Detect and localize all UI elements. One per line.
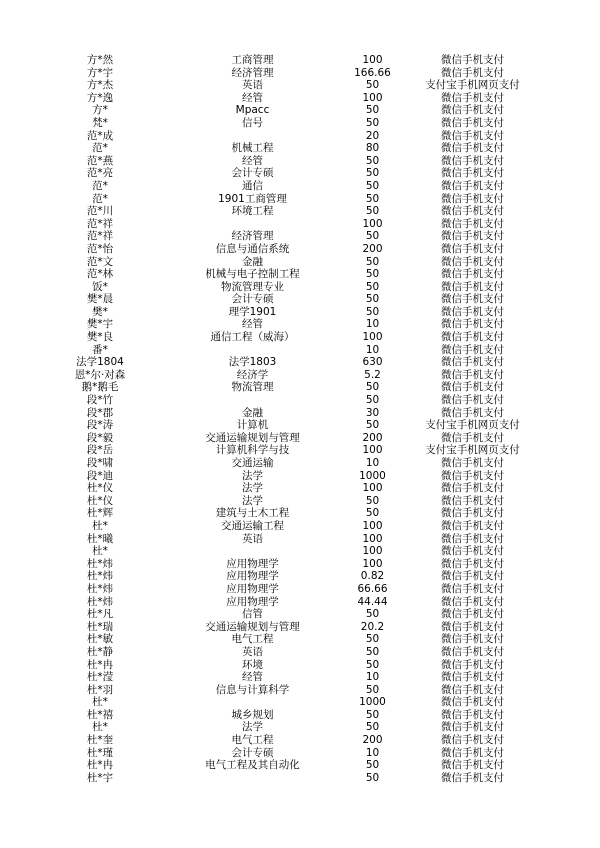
major-cell: 会计专硕 — [231, 167, 274, 180]
payment-method-cell: 微信手机支付 — [441, 394, 504, 407]
major-cell: 金融 — [242, 255, 263, 268]
table-row — [45, 759, 504, 772]
table-row — [45, 79, 520, 92]
payment-method-cell: 微信手机支付 — [441, 356, 504, 369]
donor-name-cell: 杜*奎 — [86, 734, 114, 747]
donor-name-cell: 范* — [92, 192, 108, 205]
payment-method-cell: 微信手机支付 — [441, 545, 504, 558]
table-row — [45, 217, 504, 231]
amount-cell: 80 — [365, 142, 380, 155]
amount-cell: 50 — [365, 683, 380, 696]
major-cell: 经济管理 — [231, 230, 274, 243]
major-cell: 理学1901 — [228, 305, 277, 318]
table-row — [45, 494, 504, 508]
donor-name-cell: 范* — [92, 179, 108, 192]
payment-method-cell: 微信手机支付 — [441, 54, 504, 66]
table-row — [45, 104, 504, 117]
table-row — [45, 179, 504, 193]
table-row — [45, 469, 504, 483]
donor-name-cell: 杜*曦 — [86, 532, 114, 545]
donor-name-cell: 范*成 — [86, 129, 114, 142]
table-row — [45, 331, 504, 344]
table-row — [45, 507, 504, 520]
donor-name-cell: 杜*炜 — [86, 570, 114, 583]
donor-name-cell: 梵* — [92, 116, 108, 129]
major-cell: 工商管理 — [231, 54, 274, 66]
table-row — [45, 444, 520, 457]
payment-method-cell: 微信手机支付 — [441, 343, 504, 356]
table-row — [45, 482, 504, 495]
table-row — [45, 406, 504, 420]
payment-method-cell: 微信手机支付 — [441, 696, 504, 709]
major-cell: 信息与通信系统 — [215, 242, 290, 255]
table-row — [45, 519, 504, 533]
amount-cell: 50 — [365, 280, 380, 293]
table-row — [45, 116, 504, 130]
amount-cell: 5.2 — [364, 368, 381, 381]
payment-method-cell: 微信手机支付 — [441, 381, 504, 394]
table-row — [45, 154, 504, 168]
amount-cell: 20 — [365, 129, 380, 142]
major-cell: 经济学 — [236, 368, 269, 381]
payment-method-cell: 微信手机支付 — [441, 368, 504, 381]
table-row — [45, 457, 504, 470]
table-row — [45, 205, 504, 218]
payment-method-cell: 微信手机支付 — [441, 230, 504, 243]
payment-method-cell: 微信手机支付 — [441, 268, 504, 281]
table-row — [45, 771, 504, 785]
amount-cell: 50 — [365, 230, 380, 243]
amount-cell: 50 — [365, 192, 380, 205]
amount-cell: 50 — [365, 167, 380, 180]
amount-cell: 50 — [365, 79, 380, 92]
amount-cell: 50 — [365, 305, 380, 318]
amount-cell: 10 — [365, 457, 380, 469]
major-cell: 经管 — [242, 154, 263, 167]
amount-cell: 200 — [362, 242, 383, 255]
donation-table — [45, 54, 520, 784]
major-cell: 计算机 — [236, 419, 269, 432]
major-cell: 经管 — [242, 91, 263, 104]
major-cell: 经管 — [242, 671, 263, 684]
table-row — [45, 230, 504, 243]
table-row — [45, 91, 504, 105]
table-row — [45, 242, 504, 256]
donor-name-cell: 段*毅 — [86, 431, 114, 444]
amount-cell: 50 — [365, 205, 380, 218]
table-row — [45, 734, 504, 747]
donor-name-cell: 杜*仪 — [86, 494, 114, 507]
payment-method-cell: 微信手机支付 — [441, 469, 504, 482]
donor-name-cell: 恩*尔·对森 — [74, 368, 126, 381]
payment-method-cell: 微信手机支付 — [441, 457, 504, 469]
major-cell: 电气工程及其自动化 — [205, 759, 300, 772]
payment-method-cell: 微信手机支付 — [441, 142, 504, 155]
major-cell: 建筑与土木工程 — [215, 507, 290, 520]
amount-cell: 66.66 — [357, 582, 388, 595]
major-cell: 应用物理学 — [226, 595, 279, 608]
amount-cell: 50 — [365, 708, 380, 721]
table-row — [45, 570, 504, 583]
table-row — [45, 356, 504, 369]
amount-cell: 1000 — [359, 696, 386, 709]
amount-cell: 50 — [365, 293, 380, 306]
payment-method-cell: 微信手机支付 — [441, 620, 504, 633]
donor-name-cell: 方*杰 — [86, 79, 114, 92]
major-cell: 物流管理专业 — [221, 280, 284, 293]
amount-cell: 50 — [365, 507, 380, 520]
amount-cell: 50 — [365, 645, 380, 658]
table-row — [45, 192, 504, 206]
donor-name-cell: 杜*冉 — [86, 658, 114, 671]
payment-method-cell: 微信手机支付 — [441, 116, 504, 129]
major-cell: Mpacc — [235, 104, 270, 117]
payment-method-cell: 微信手机支付 — [441, 91, 504, 104]
table-row — [45, 280, 504, 294]
donor-name-cell: 饭* — [92, 280, 108, 293]
donor-name-cell: 杜*羽 — [86, 683, 114, 696]
amount-cell: 166.66 — [354, 66, 391, 79]
payment-method-cell: 微信手机支付 — [441, 179, 504, 192]
major-cell: 信息与计算科学 — [215, 683, 290, 696]
table-row — [45, 658, 504, 672]
table-row — [45, 557, 504, 571]
payment-method-cell: 微信手机支付 — [441, 255, 504, 268]
amount-cell: 50 — [365, 154, 380, 167]
payment-method-cell: 微信手机支付 — [441, 154, 504, 167]
payment-method-cell: 微信手机支付 — [441, 305, 504, 318]
table-row — [45, 683, 504, 697]
donor-name-cell: 杜*仪 — [86, 482, 114, 495]
major-cell: 电气工程 — [231, 633, 274, 646]
payment-method-cell: 支付宝手机网页支付 — [425, 79, 520, 92]
donor-name-cell: 段*啸 — [86, 457, 114, 469]
amount-cell: 100 — [362, 444, 383, 457]
payment-method-cell: 微信手机支付 — [441, 519, 504, 532]
table-row — [45, 633, 504, 646]
table-row — [45, 368, 504, 382]
amount-cell: 50 — [365, 394, 380, 407]
major-cell: 交通运输规划与管理 — [205, 620, 300, 633]
major-cell: 金融 — [242, 406, 263, 419]
payment-method-cell: 微信手机支付 — [441, 557, 504, 570]
amount-cell: 10 — [365, 318, 380, 331]
donor-name-cell: 杜*炜 — [86, 557, 114, 570]
amount-cell: 44.44 — [357, 595, 388, 608]
amount-cell: 50 — [365, 268, 380, 281]
amount-cell: 100 — [362, 519, 383, 532]
amount-cell: 100 — [362, 217, 383, 230]
payment-method-cell: 支付宝手机网页支付 — [425, 444, 520, 457]
major-cell: 经济管理 — [231, 66, 274, 79]
major-cell: 法学 — [242, 494, 263, 507]
table-row — [45, 255, 504, 269]
payment-method-cell: 微信手机支付 — [441, 318, 504, 331]
table-row — [45, 293, 504, 306]
donor-name-cell: 方*然 — [86, 54, 114, 66]
payment-method-cell: 微信手机支付 — [441, 633, 504, 646]
amount-cell: 100 — [362, 532, 383, 545]
major-cell: 法学 — [242, 721, 263, 734]
payment-method-cell: 微信手机支付 — [441, 746, 504, 759]
donor-name-cell: 范*亮 — [86, 167, 114, 180]
major-cell: 1901工商管理 — [218, 192, 287, 205]
major-cell: 机械与电子控制工程 — [205, 268, 300, 281]
table-row — [45, 582, 504, 596]
payment-method-cell: 微信手机支付 — [441, 608, 504, 621]
amount-cell: 50 — [365, 255, 380, 268]
major-cell: 应用物理学 — [226, 557, 279, 570]
donor-name-cell: 杜*瑞 — [86, 620, 114, 633]
payment-method-cell: 微信手机支付 — [441, 431, 504, 444]
table-row — [45, 431, 504, 445]
donor-name-cell: 范*文 — [86, 255, 114, 268]
payment-method-cell: 微信手机支付 — [441, 331, 504, 344]
donor-name-cell: 樊*宇 — [86, 318, 114, 331]
payment-method-cell: 微信手机支付 — [441, 66, 504, 79]
amount-cell: 1000 — [359, 469, 386, 482]
table-row — [45, 620, 504, 634]
table-row — [45, 532, 504, 546]
donor-name-cell: 段*郡 — [86, 406, 114, 419]
amount-cell: 20.2 — [360, 620, 385, 633]
payment-method-cell: 微信手机支付 — [441, 734, 504, 747]
payment-method-cell: 微信手机支付 — [441, 759, 504, 772]
amount-cell: 50 — [365, 116, 380, 129]
table-row — [45, 129, 504, 143]
major-cell: 法学 — [242, 469, 263, 482]
amount-cell: 50 — [365, 381, 380, 394]
payment-method-cell: 微信手机支付 — [441, 129, 504, 142]
donor-name-cell: 杜*禧 — [86, 708, 114, 721]
major-cell: 环境 — [242, 658, 263, 671]
amount-cell: 50 — [365, 658, 380, 671]
payment-method-cell: 微信手机支付 — [441, 708, 504, 721]
table-row — [45, 343, 504, 357]
payment-method-cell: 微信手机支付 — [441, 406, 504, 419]
donor-name-cell: 杜* — [92, 721, 108, 734]
amount-cell: 50 — [365, 419, 380, 432]
donor-name-cell: 樊*良 — [86, 331, 114, 344]
payment-method-cell: 微信手机支付 — [441, 645, 504, 658]
amount-cell: 50 — [365, 494, 380, 507]
amount-cell: 200 — [362, 431, 383, 444]
payment-method-cell: 微信手机支付 — [441, 771, 504, 784]
payment-method-cell: 支付宝手机网页支付 — [425, 419, 520, 432]
donor-name-cell: 杜*滢 — [86, 671, 114, 684]
donor-name-cell: 杜*敏 — [86, 633, 114, 646]
donor-name-cell: 段*岳 — [86, 444, 114, 457]
donor-name-cell: 范*祥 — [86, 230, 114, 243]
amount-cell: 100 — [362, 331, 383, 344]
amount-cell: 0.82 — [360, 570, 385, 583]
payment-method-cell: 微信手机支付 — [441, 721, 504, 734]
major-cell: 电气工程 — [231, 734, 274, 747]
donor-name-cell: 范*林 — [86, 268, 114, 281]
table-row — [45, 708, 504, 722]
donor-name-cell: 杜*宇 — [86, 771, 114, 784]
amount-cell: 10 — [365, 343, 380, 356]
donor-name-cell: 杜*凡 — [86, 608, 114, 621]
amount-cell: 50 — [365, 721, 380, 734]
major-cell: 会计专硕 — [231, 293, 274, 306]
table-row — [45, 305, 504, 319]
amount-cell: 100 — [362, 54, 383, 66]
table-row — [45, 381, 504, 394]
table-row — [45, 721, 504, 734]
donor-name-cell: 樊* — [92, 305, 108, 318]
table-row — [45, 595, 504, 609]
payment-method-cell: 微信手机支付 — [441, 683, 504, 696]
major-cell: 英语 — [242, 645, 263, 658]
donor-name-cell: 鹅*鹅毛 — [81, 381, 119, 394]
amount-cell: 50 — [365, 608, 380, 621]
payment-method-cell: 微信手机支付 — [441, 104, 504, 117]
table-row — [45, 318, 504, 331]
payment-method-cell: 微信手机支付 — [441, 293, 504, 306]
major-cell: 应用物理学 — [226, 582, 279, 595]
amount-cell: 50 — [365, 104, 380, 117]
donor-name-cell: 杜* — [92, 545, 108, 558]
major-cell: 会计专硕 — [231, 746, 274, 759]
donor-name-cell: 樊*晨 — [86, 293, 114, 306]
donor-name-cell: 段*迪 — [86, 469, 114, 482]
table-row — [45, 645, 504, 659]
donor-name-cell: 杜*辉 — [86, 507, 114, 520]
major-cell: 法学1803 — [228, 356, 277, 369]
payment-method-cell: 微信手机支付 — [441, 595, 504, 608]
payment-method-cell: 微信手机支付 — [441, 582, 504, 595]
major-cell: 交通运输规划与管理 — [205, 431, 300, 444]
amount-cell: 10 — [365, 746, 380, 759]
donor-name-cell: 方*宇 — [86, 66, 114, 79]
major-cell: 机械工程 — [231, 142, 274, 155]
amount-cell: 50 — [365, 633, 380, 646]
amount-cell: 100 — [362, 545, 383, 558]
donor-name-cell: 方*逸 — [86, 91, 114, 104]
table-row — [45, 545, 504, 558]
major-cell: 交通运输工程 — [221, 519, 284, 532]
amount-cell: 100 — [362, 91, 383, 104]
major-cell: 法学 — [242, 482, 263, 495]
payment-method-cell: 微信手机支付 — [441, 192, 504, 205]
major-cell: 交通运输 — [231, 457, 274, 469]
amount-cell: 630 — [362, 356, 383, 369]
donor-name-cell: 范*祥 — [86, 217, 114, 230]
table-row — [45, 419, 520, 432]
donor-name-cell: 方* — [92, 104, 108, 117]
major-cell: 物流管理 — [231, 381, 274, 394]
payment-method-cell: 微信手机支付 — [441, 242, 504, 255]
payment-method-cell: 微信手机支付 — [441, 494, 504, 507]
amount-cell: 10 — [365, 671, 380, 684]
amount-cell: 50 — [365, 759, 380, 772]
donor-name-cell: 杜*静 — [86, 645, 114, 658]
table-row — [45, 167, 504, 180]
payment-method-cell: 微信手机支付 — [441, 507, 504, 520]
amount-cell: 200 — [362, 734, 383, 747]
amount-cell: 100 — [362, 557, 383, 570]
major-cell: 信管 — [242, 608, 263, 621]
amount-cell: 50 — [365, 179, 380, 192]
payment-method-cell: 微信手机支付 — [441, 532, 504, 545]
major-cell: 英语 — [242, 532, 263, 545]
major-cell: 信号 — [242, 116, 263, 129]
donor-name-cell: 法学1804 — [76, 356, 124, 369]
donor-name-cell: 杜*瑾 — [86, 746, 114, 759]
major-cell: 通信工程（威海） — [210, 331, 295, 344]
major-cell: 应用物理学 — [226, 570, 279, 583]
major-cell: 通信 — [242, 179, 263, 192]
table-row — [45, 142, 504, 155]
table-row — [45, 268, 504, 281]
donor-name-cell: 范*川 — [86, 205, 114, 218]
payment-method-cell: 微信手机支付 — [441, 658, 504, 671]
amount-cell: 100 — [362, 482, 383, 495]
amount-cell: 30 — [365, 406, 380, 419]
table-row — [45, 696, 504, 709]
donor-name-cell: 范*燕 — [86, 154, 114, 167]
table-row — [45, 671, 504, 684]
payment-method-cell: 微信手机支付 — [441, 167, 504, 180]
table-row — [45, 66, 504, 80]
donor-name-cell: 杜* — [92, 696, 108, 709]
payment-method-cell: 微信手机支付 — [441, 570, 504, 583]
donor-name-cell: 段*涛 — [86, 419, 114, 432]
table-row — [45, 54, 504, 67]
payment-method-cell: 微信手机支付 — [441, 482, 504, 495]
donor-name-cell: 杜*炜 — [86, 582, 114, 595]
major-cell: 计算机科学与技 — [215, 444, 290, 457]
donor-name-cell: 杜*炜 — [86, 595, 114, 608]
donor-name-cell: 番* — [92, 343, 108, 356]
payment-method-cell: 微信手机支付 — [441, 671, 504, 684]
payment-method-cell: 微信手机支付 — [441, 217, 504, 230]
payment-method-cell: 微信手机支付 — [441, 205, 504, 218]
major-cell: 经管 — [242, 318, 263, 331]
donor-name-cell: 杜* — [92, 519, 108, 532]
donor-name-cell: 范* — [92, 142, 108, 155]
donor-name-cell: 范*怡 — [86, 242, 114, 255]
table-row — [45, 394, 504, 407]
table-row — [45, 608, 504, 621]
major-cell: 城乡规划 — [231, 708, 274, 721]
table-row — [45, 746, 504, 760]
major-cell: 环境工程 — [231, 205, 274, 218]
amount-cell: 50 — [365, 771, 380, 784]
major-cell: 英语 — [242, 79, 263, 92]
payment-method-cell: 微信手机支付 — [441, 280, 504, 293]
donor-name-cell: 杜*冉 — [86, 759, 114, 772]
donor-name-cell: 段*竹 — [86, 394, 114, 407]
